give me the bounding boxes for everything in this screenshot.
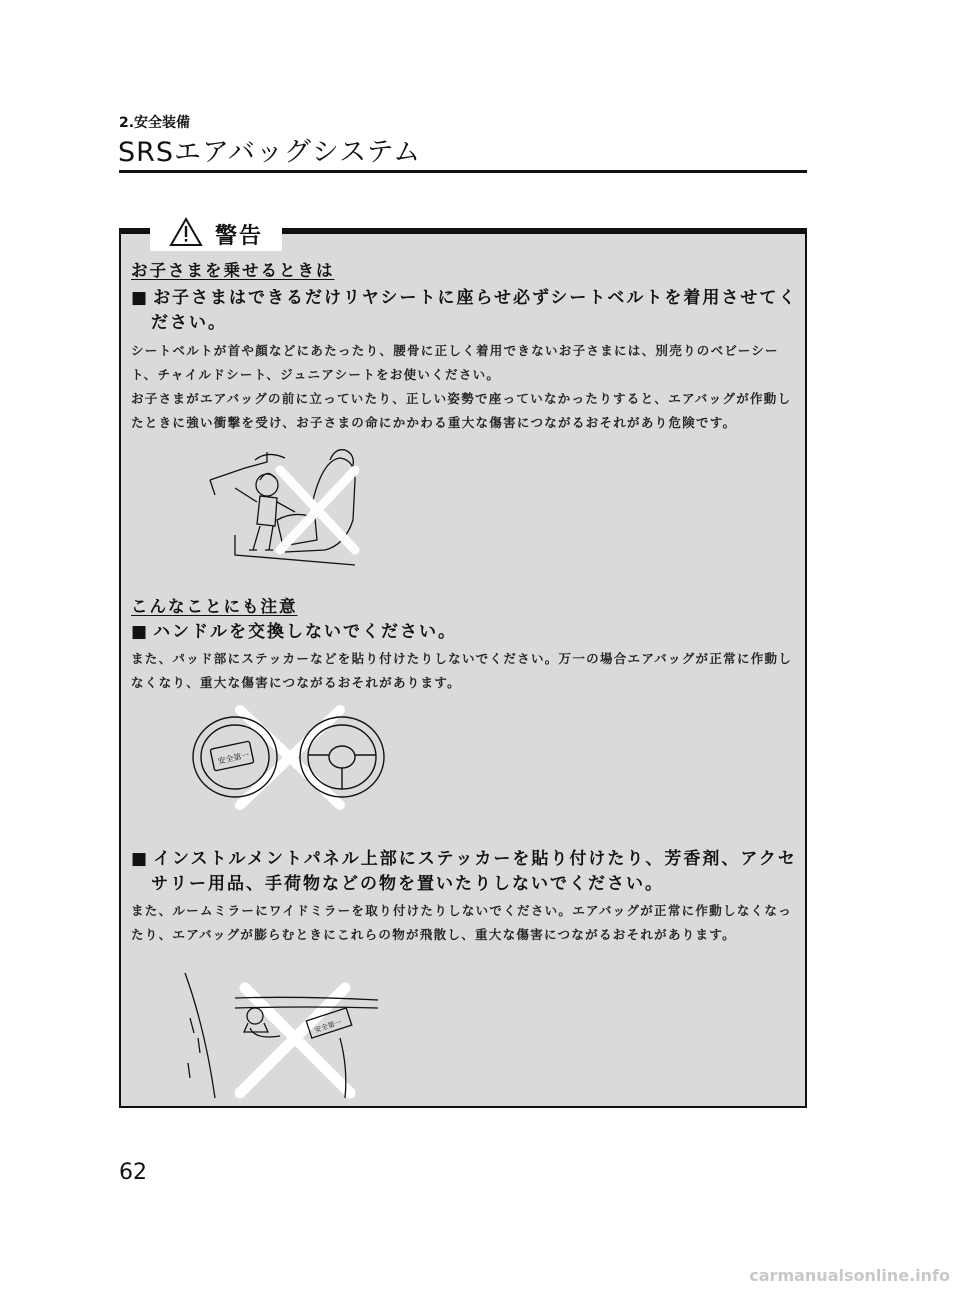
bullet-text: ■ お子さまはできるだけリヤシートに座らせ必ずシートベルトを着用させてください。 [131, 286, 799, 336]
child-seat-illustration [205, 440, 375, 570]
section-steering-wheel [131, 596, 799, 695]
warning-label: 警告 [214, 223, 263, 249]
section-label: 2.安全装備 [119, 115, 191, 131]
body-text: また、ルームミラーにワイドミラーを取り付けたりしないでください。エアバッグが正常に作動しなくなったり、エアバッグが膨らむときにこれらの物が飛散し、重大な傷害につながるおそれがあります。 [131, 903, 793, 942]
warning-header [150, 217, 282, 251]
steering-wheel-illustration [190, 705, 390, 810]
watermark: carmanualsonline.info [749, 1266, 950, 1285]
sticker-text: 安全第一 [313, 1018, 343, 1035]
section-heading: お子さまを乗せるときは [131, 261, 335, 280]
body-text: お子さまがエアバッグの前に立っていたり、正しい姿勢で座っていなかったりすると、エアバッグが作動したときに強い衝撃を受け、お子さまの命にかかわる重大な傷害につながるおそれがあり危険です。 [131, 391, 792, 430]
bullet-text: ■ ハンドルを交換しないでください。 [131, 620, 799, 645]
section-child-seating [131, 260, 799, 435]
page-number: 62 [119, 1160, 147, 1185]
body-text: また、パッド部にステッカーなどを貼り付けたりしないでください。万一の場合エアバッグが正常に作動しなくなり、重大な傷害につながるおそれがあります。 [131, 651, 793, 690]
warning-triangle-icon [169, 217, 203, 251]
title-rule [119, 170, 807, 173]
section-instrument-panel [131, 847, 799, 947]
page-title: SRSエアバッグシステム [118, 137, 422, 168]
section-heading: こんなことにも注意 [131, 597, 298, 616]
body-text: シートベルトが首や顔などにあたったり、腰骨に正しく着用できないお子さまには、別売りのベビーシート、チャイルドシート、ジュニアシートをお使いください。 [131, 343, 779, 382]
bullet-text: ■ インストルメントパネル上部にステッカーを貼り付けたり、芳香剤、アクセサリー用品、手荷物などの物を置いたりしないでください。 [131, 847, 799, 897]
sticker-text: 安全第一 [216, 750, 251, 766]
instrument-panel-illustration [180, 968, 385, 1103]
